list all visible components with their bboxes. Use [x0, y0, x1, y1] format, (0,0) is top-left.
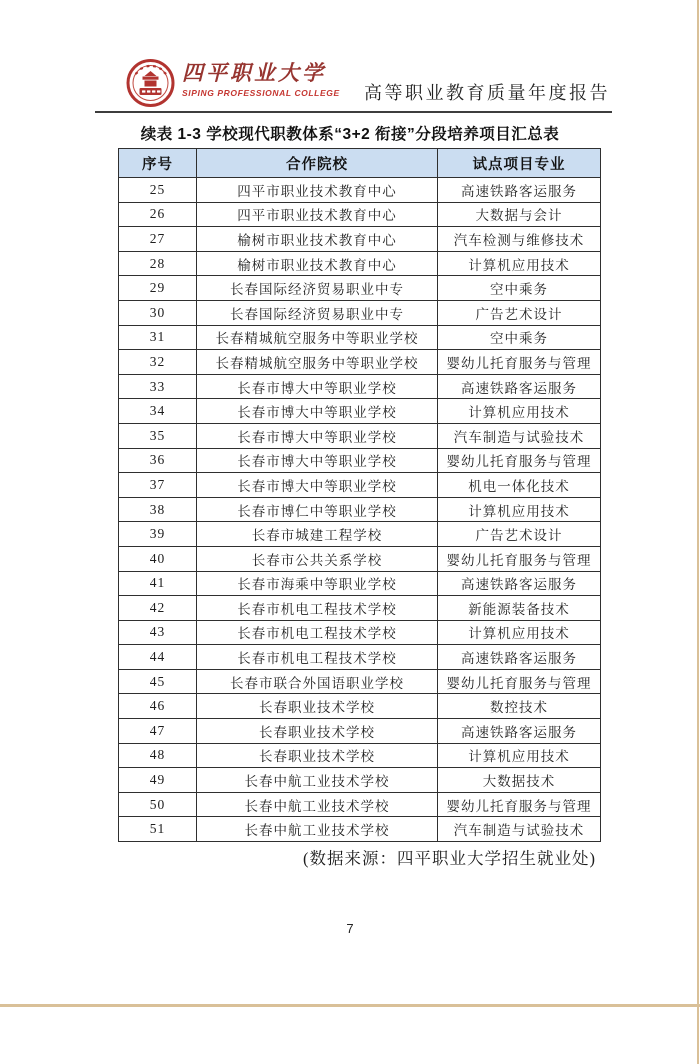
row-school: 长春市博大中等职业学校: [197, 399, 438, 424]
table-row: [119, 768, 601, 793]
college-logo: [126, 59, 340, 107]
row-major: 计算机应用技术: [438, 399, 601, 424]
row-major: 数控技术: [438, 694, 601, 719]
table-caption: 续表 1-3 学校现代职教体系“3+2 衔接”分段培养项目汇总表: [140, 126, 560, 143]
row-no: 47: [119, 719, 197, 744]
row-major: 广告艺术设计: [438, 522, 601, 547]
footer-accent-line: [0, 1004, 700, 1007]
college-seal-icon: [126, 59, 175, 107]
logo-title: 四平职业大学: [182, 61, 326, 85]
page-number: 7: [346, 921, 354, 936]
table-row: [119, 792, 601, 817]
table-row: [119, 325, 601, 350]
row-no: 44: [119, 645, 197, 670]
row-school: 四平市职业技术教育中心: [197, 178, 438, 203]
row-no: 40: [119, 546, 197, 571]
row-major: 计算机应用技术: [438, 251, 601, 276]
row-no: 30: [119, 300, 197, 325]
row-no: 49: [119, 768, 197, 793]
row-school: 长春职业技术学校: [197, 719, 438, 744]
row-school: 长春国际经济贸易职业中专: [197, 300, 438, 325]
table-row: [119, 423, 601, 448]
source-note: (数据来源：四平职业大学招生就业处): [303, 849, 596, 868]
row-no: 34: [119, 399, 197, 424]
row-school: 长春职业技术学校: [197, 694, 438, 719]
row-major: 汽车制造与试验技术: [438, 423, 601, 448]
col-header-no: 序号: [119, 149, 197, 178]
row-school: 长春市博大中等职业学校: [197, 473, 438, 498]
row-no: 31: [119, 325, 197, 350]
row-school: 长春市城建工程学校: [197, 522, 438, 547]
header-divider: [95, 111, 612, 113]
row-school: 长春市机电工程技术学校: [197, 596, 438, 621]
table-header-row: [119, 149, 601, 178]
row-no: 33: [119, 374, 197, 399]
row-school: 长春市博大中等职业学校: [197, 423, 438, 448]
row-no: 35: [119, 423, 197, 448]
table-body: [119, 178, 601, 842]
row-school: 长春中航工业技术学校: [197, 817, 438, 842]
row-school: 长春市机电工程技术学校: [197, 620, 438, 645]
row-school: 四平市职业技术教育中心: [197, 202, 438, 227]
row-major: 高速铁路客运服务: [438, 178, 601, 203]
row-school: 长春市公共关系学校: [197, 546, 438, 571]
table-row: [119, 596, 601, 621]
row-major: 新能源装备技术: [438, 596, 601, 621]
row-major: 空中乘务: [438, 325, 601, 350]
row-no: 48: [119, 743, 197, 768]
row-no: 42: [119, 596, 197, 621]
logo-subtitle: SIPING PROFESSIONAL COLLEGE: [182, 88, 340, 98]
row-major: 婴幼儿托育服务与管理: [438, 448, 601, 473]
row-no: 26: [119, 202, 197, 227]
table-row: [119, 743, 601, 768]
row-major: 高速铁路客运服务: [438, 645, 601, 670]
table-row: [119, 300, 601, 325]
row-major: 广告艺术设计: [438, 300, 601, 325]
row-major: 高速铁路客运服务: [438, 719, 601, 744]
row-major: 大数据技术: [438, 768, 601, 793]
row-major: 计算机应用技术: [438, 497, 601, 522]
row-no: 50: [119, 792, 197, 817]
table-row: [119, 399, 601, 424]
row-no: 43: [119, 620, 197, 645]
table-row: [119, 227, 601, 252]
row-school: 长春市博大中等职业学校: [197, 374, 438, 399]
table-row: [119, 448, 601, 473]
table-row: [119, 669, 601, 694]
table-row: [119, 202, 601, 227]
projects-table: [118, 148, 601, 842]
row-school: 长春职业技术学校: [197, 743, 438, 768]
row-school: 榆树市职业技术教育中心: [197, 251, 438, 276]
table-row: [119, 178, 601, 203]
table-container: [118, 148, 600, 842]
row-major: 大数据与会计: [438, 202, 601, 227]
row-no: 28: [119, 251, 197, 276]
row-major: 空中乘务: [438, 276, 601, 301]
col-header-major: 试点项目专业: [438, 149, 601, 178]
row-no: 41: [119, 571, 197, 596]
row-school: 长春中航工业技术学校: [197, 768, 438, 793]
col-header-school: 合作院校: [197, 149, 438, 178]
row-major: 高速铁路客运服务: [438, 374, 601, 399]
row-major: 婴幼儿托育服务与管理: [438, 669, 601, 694]
row-major: 计算机应用技术: [438, 743, 601, 768]
row-major: 汽车检测与维修技术: [438, 227, 601, 252]
table-row: [119, 719, 601, 744]
row-no: 46: [119, 694, 197, 719]
table-row: [119, 817, 601, 842]
report-title: 高等职业教育质量年度报告: [364, 83, 610, 103]
table-row: [119, 497, 601, 522]
table-row: [119, 571, 601, 596]
row-no: 25: [119, 178, 197, 203]
page-header: [0, 0, 700, 115]
row-major: 机电一体化技术: [438, 473, 601, 498]
row-no: 38: [119, 497, 197, 522]
row-no: 45: [119, 669, 197, 694]
table-row: [119, 374, 601, 399]
row-school: 长春市博大中等职业学校: [197, 448, 438, 473]
table-row: [119, 522, 601, 547]
table-row: [119, 251, 601, 276]
row-major: 婴幼儿托育服务与管理: [438, 546, 601, 571]
row-school: 长春精城航空服务中等职业学校: [197, 325, 438, 350]
row-no: 36: [119, 448, 197, 473]
row-no: 27: [119, 227, 197, 252]
table-row: [119, 473, 601, 498]
row-no: 39: [119, 522, 197, 547]
row-school: 榆树市职业技术教育中心: [197, 227, 438, 252]
table-row: [119, 546, 601, 571]
row-major: 婴幼儿托育服务与管理: [438, 792, 601, 817]
row-school: 长春市机电工程技术学校: [197, 645, 438, 670]
row-school: 长春市联合外国语职业学校: [197, 669, 438, 694]
table-row: [119, 276, 601, 301]
row-school: 长春中航工业技术学校: [197, 792, 438, 817]
row-school: 长春精城航空服务中等职业学校: [197, 350, 438, 375]
row-school: 长春市博仁中等职业学校: [197, 497, 438, 522]
table-row: [119, 350, 601, 375]
row-school: 长春市海乘中等职业学校: [197, 571, 438, 596]
row-no: 51: [119, 817, 197, 842]
row-no: 32: [119, 350, 197, 375]
table-row: [119, 620, 601, 645]
row-no: 29: [119, 276, 197, 301]
page-edge-line: [697, 0, 699, 1064]
table-row: [119, 694, 601, 719]
row-major: 汽车制造与试验技术: [438, 817, 601, 842]
row-major: 高速铁路客运服务: [438, 571, 601, 596]
table-row: [119, 645, 601, 670]
logo-text: [182, 59, 340, 98]
row-major: 计算机应用技术: [438, 620, 601, 645]
row-school: 长春国际经济贸易职业中专: [197, 276, 438, 301]
row-no: 37: [119, 473, 197, 498]
row-major: 婴幼儿托育服务与管理: [438, 350, 601, 375]
